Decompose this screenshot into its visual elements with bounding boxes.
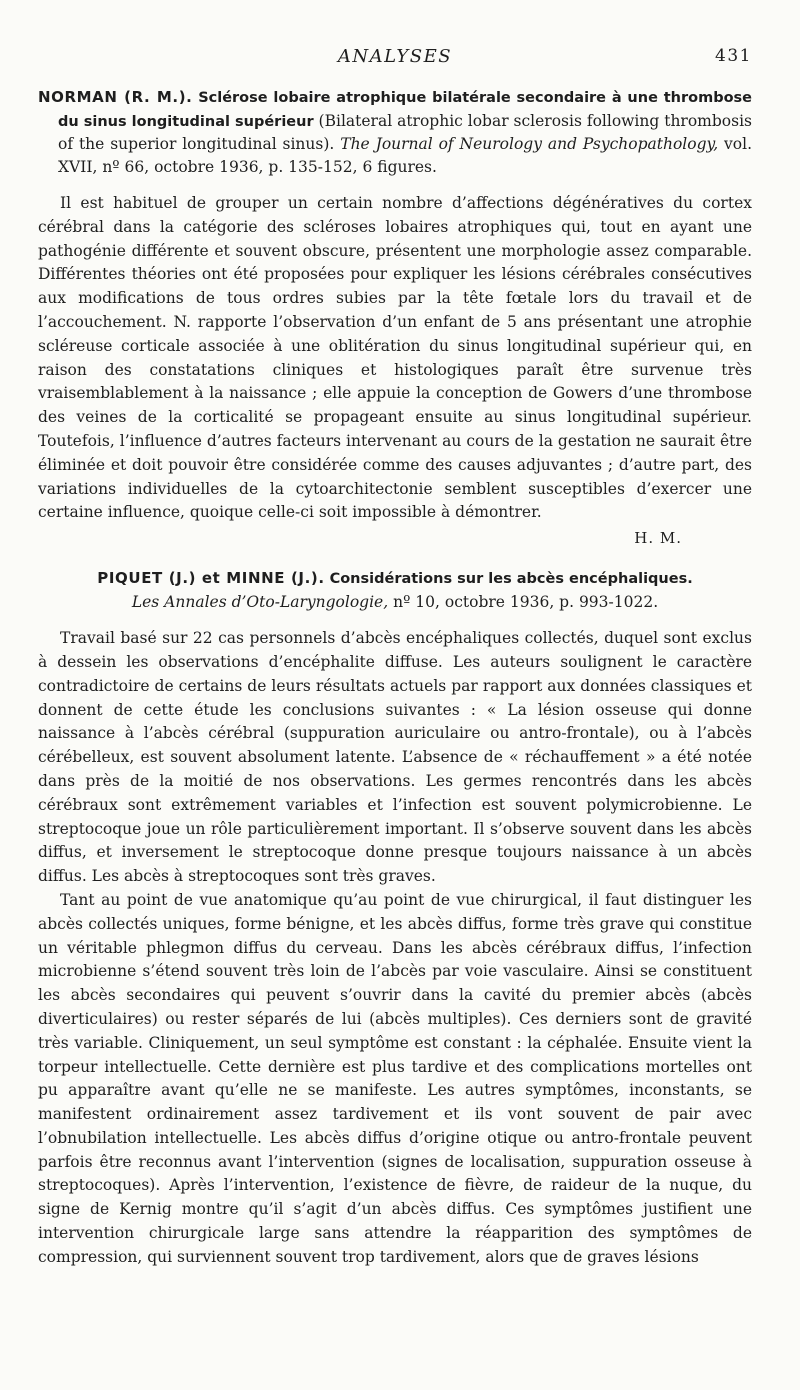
- article-reference: [38, 86, 752, 178]
- article-authors: PIQUET (J.) et MINNE (J.).: [97, 569, 325, 588]
- article-english-title: (Bilateral atrophic lobar sclerosis following thrombosis of the superior longitudinal sinus).: [58, 111, 752, 153]
- running-header: [38, 46, 752, 76]
- journal-name: Les Annales d’Oto-Laryngologie,: [131, 592, 389, 611]
- journal-name: The Journal of Neurology and Psychopathology,: [340, 135, 719, 153]
- article-reference: [38, 567, 752, 613]
- article-norman: [38, 86, 752, 547]
- article-title: Sclérose lobaire atrophique bilatérale secondaire à une thrombose du sinus longitudinal supérieur: [58, 90, 753, 130]
- article-piquet-minne: [38, 567, 752, 1270]
- journal-citation: nº 10, octobre 1936, p. 993-1022.: [393, 592, 659, 611]
- journal-citation: vol. XVII, nº 66, octobre 1936, p. 135-152, 6 figures.: [58, 135, 753, 176]
- running-title: ANALYSES: [337, 46, 453, 67]
- reviewer-signature: H. M.: [634, 529, 682, 548]
- page-number: 431: [715, 46, 752, 66]
- page: [38, 46, 752, 1270]
- article-title: Considérations sur les abcès encéphaliques.: [329, 571, 693, 588]
- article-abstract: [38, 627, 752, 1270]
- article-abstract: [38, 192, 752, 525]
- abstract-paragraph: Tant au point de vue anatomique qu’au point de vue chirurgical, il faut distinguer les abcès collectés uniques, forme bénigne, et les abcès diffus, forme très grave qui constitue un véritable phlegmon diffus du cerveau. Dans les abcès cérébraux diffus, l’infection microbienne s’étend souvent très loin de l’abcès par voie vasculaire. Ainsi se constituent les abcès secondaires qui peuvent s’ouvrir dans la cavité du premier abcès (abcès diverticulaires) ou rester séparés de lui (abcès multiples). Ces derniers sont de gravité très variable. Cliniquement, un seul symptôme est constant : la céphalée. Ensuite vient la torpeur intellectuelle. Cette dernière est plus tardive et des complications mortelles ont pu apparaître avant qu’elle ne se manifeste. Les autres symptômes, inconstants, se manifestent ordinairement assez tardivement et ils vont souvent de pair avec l’obnubilation intellectuelle. Les abcès diffus d’origine otique ou antro-frontale peuvent parfois être reconnus avant l’intervention (signes de localisation, suppuration osseuse à streptocoques). Après l’intervention, l’existence de fièvre, de raideur de la nuque, du signe de Kernig montre qu’il s’agit d’un abcès diffus. Ces symptômes justifient une intervention chirurgicale large sans attendre la réapparition des symptômes de compression, qui surviennent souvent trop tardivement, alors que de graves lésions: [38, 890, 752, 1266]
- article-authors: NORMAN (R. M.).: [38, 88, 193, 106]
- abstract-paragraph: Il est habituel de grouper un certain nombre d’affections dégénératives du cortex cérébral dans la catégorie des scléroses lobaires atrophiques qui, tout en ayant une pathogénie différente et souvent obscure, présentent une morphologie assez comparable. Différentes théories ont été proposées pour expliquer les lésions cérébrales consécutives aux modifications de tous ordres subies par la tête fœtale lors du travail et de l’accouchement. N. rapporte l’observation d’un enfant de 5 ans présentant une atrophie scléreuse corticale associée à une oblitération du sinus longitudinal supérieur qui, en raison des constatations cliniques et histologiques paraît être survenue très vraisemblablement à la naissance ; elle appuie la conception de Gowers d’une thrombose des veines de la corticalité se propageant ensuite au sinus longitudinal supérieur. Toutefois, l’influence d’autres facteurs intervenant au cours de la gestation ne saurait être éliminée et doit pouvoir être considérée comme des causes adjuvantes ; d’autre part, des variations individuelles de la cytoarchitectonie semblent susceptibles d’exercer une certaine influence, quoique celle-ci soit impossible à démontrer.: [38, 194, 752, 522]
- abstract-paragraph: Travail basé sur 22 cas personnels d’abcès encéphaliques collectés, duquel sont exclus à dessein les observations d’encéphalite diffuse. Les auteurs soulignent le caractère contradictoire de certains de leurs résultats actuels par rapport aux données classiques et donnent de cette étude les conclusions suivantes : « La lésion osseuse qui donne naissance à l’abcès cérébral (suppuration auriculaire ou antro-frontale), ou à l’abcès cérébelleux, est souvent absolument latente. L’absence de « réchauffement » a été notée dans près de la moitié de nos observations. Les germes rencontrés dans les abcès cérébraux sont extrêmement variables et l’infection est souvent polymicrobienne. Le streptocoque joue un rôle particulièrement important. Il s’observe souvent dans les abcès diffus, et inversement le streptocoque donne presque toujours naissance à un abcès diffus. Les abcès à streptocoques sont très graves.: [38, 629, 752, 886]
